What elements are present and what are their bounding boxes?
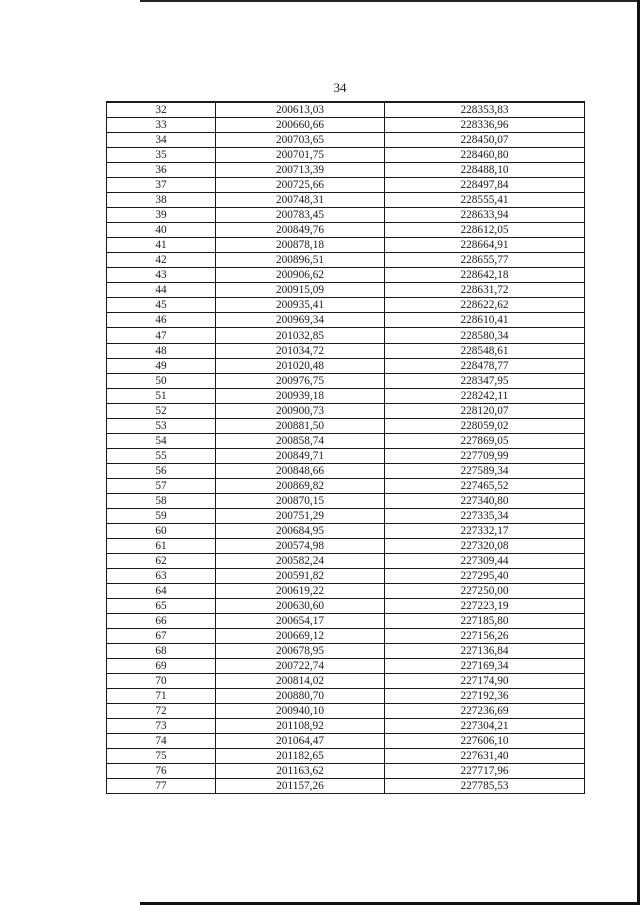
x-coordinate-cell: 200582,24 [216,553,385,568]
table-row [107,313,585,328]
x-coordinate-cell: 201034,72 [216,343,385,358]
point-number-cell: 39 [107,208,216,223]
table-row [107,674,585,689]
table-row [107,689,585,704]
x-coordinate-cell: 201064,47 [216,734,385,749]
point-number-cell: 57 [107,478,216,493]
x-coordinate-cell: 200684,95 [216,523,385,538]
table-row [107,118,585,133]
x-coordinate-cell: 201108,92 [216,719,385,734]
x-coordinate-cell: 200849,76 [216,223,385,238]
y-coordinate-cell: 228633,94 [385,208,585,223]
point-number-cell: 68 [107,644,216,659]
x-coordinate-cell: 200703,65 [216,133,385,148]
y-coordinate-cell: 227185,80 [385,614,585,629]
x-coordinate-cell: 200660,66 [216,118,385,133]
y-coordinate-cell: 227631,40 [385,749,585,764]
table-row [107,193,585,208]
point-number-cell: 53 [107,418,216,433]
point-number-cell: 52 [107,403,216,418]
table-row [107,358,585,373]
y-coordinate-cell: 227223,19 [385,599,585,614]
table-row [107,418,585,433]
x-coordinate-cell: 200940,10 [216,704,385,719]
y-coordinate-cell: 228488,10 [385,163,585,178]
table-row [107,463,585,478]
table-row [107,433,585,448]
x-coordinate-cell: 200722,74 [216,659,385,674]
table-row [107,102,585,118]
table-row [107,343,585,358]
table-row [107,538,585,553]
y-coordinate-cell: 227717,96 [385,764,585,779]
point-number-cell: 55 [107,448,216,463]
point-number-cell: 77 [107,779,216,794]
x-coordinate-cell: 200880,70 [216,689,385,704]
point-number-cell: 59 [107,508,216,523]
y-coordinate-cell: 228353,83 [385,102,585,118]
table-row [107,749,585,764]
y-coordinate-cell: 228460,80 [385,148,585,163]
x-coordinate-cell: 200881,50 [216,418,385,433]
y-coordinate-cell: 228631,72 [385,283,585,298]
y-coordinate-cell: 227340,80 [385,493,585,508]
x-coordinate-cell: 200678,95 [216,644,385,659]
y-coordinate-cell: 228580,34 [385,328,585,343]
y-coordinate-cell: 228120,07 [385,403,585,418]
y-coordinate-cell: 227156,26 [385,629,585,644]
point-number-cell: 58 [107,493,216,508]
point-number-cell: 34 [107,133,216,148]
y-coordinate-cell: 228548,61 [385,343,585,358]
x-coordinate-cell: 200858,74 [216,433,385,448]
table-row [107,719,585,734]
x-coordinate-cell: 200654,17 [216,614,385,629]
y-coordinate-cell: 227136,84 [385,644,585,659]
point-number-cell: 49 [107,358,216,373]
point-number-cell: 46 [107,313,216,328]
x-coordinate-cell: 200814,02 [216,674,385,689]
point-number-cell: 62 [107,553,216,568]
point-number-cell: 65 [107,599,216,614]
y-coordinate-cell: 228655,77 [385,253,585,268]
table-row [107,388,585,403]
table-row [107,523,585,538]
point-number-cell: 50 [107,373,216,388]
x-coordinate-cell: 200870,15 [216,493,385,508]
x-coordinate-cell: 200848,66 [216,463,385,478]
y-coordinate-cell: 228612,05 [385,223,585,238]
y-coordinate-cell: 227304,21 [385,719,585,734]
table-row [107,148,585,163]
table-row [107,599,585,614]
table-row [107,223,585,238]
point-number-cell: 36 [107,163,216,178]
table-row [107,644,585,659]
table-row [107,553,585,568]
point-number-cell: 72 [107,704,216,719]
x-coordinate-cell: 200976,75 [216,373,385,388]
point-number-cell: 47 [107,328,216,343]
y-coordinate-cell: 228664,91 [385,238,585,253]
table-row [107,779,585,794]
x-coordinate-cell: 201157,26 [216,779,385,794]
coordinates-table-body [107,102,585,794]
x-coordinate-cell: 201163,62 [216,764,385,779]
x-coordinate-cell: 200619,22 [216,584,385,599]
point-number-cell: 40 [107,223,216,238]
page-number: 34 [333,80,347,95]
table-row [107,734,585,749]
point-number-cell: 71 [107,689,216,704]
x-coordinate-cell: 200939,18 [216,388,385,403]
table-row [107,493,585,508]
point-number-cell: 48 [107,343,216,358]
x-coordinate-cell: 200969,34 [216,313,385,328]
table-row [107,283,585,298]
point-number-cell: 75 [107,749,216,764]
point-number-cell: 64 [107,584,216,599]
point-number-cell: 60 [107,523,216,538]
point-number-cell: 43 [107,268,216,283]
y-coordinate-cell: 228642,18 [385,268,585,283]
y-coordinate-cell: 227250,00 [385,584,585,599]
point-number-cell: 63 [107,568,216,583]
table-row [107,328,585,343]
x-coordinate-cell: 201032,85 [216,328,385,343]
table-row [107,178,585,193]
x-coordinate-cell: 201182,65 [216,749,385,764]
table-row [107,568,585,583]
y-coordinate-cell: 228622,62 [385,298,585,313]
point-number-cell: 37 [107,178,216,193]
x-coordinate-cell: 200591,82 [216,568,385,583]
x-coordinate-cell: 200669,12 [216,629,385,644]
x-coordinate-cell: 200751,29 [216,508,385,523]
x-coordinate-cell: 200906,62 [216,268,385,283]
point-number-cell: 33 [107,118,216,133]
x-coordinate-cell: 200935,41 [216,298,385,313]
y-coordinate-cell: 228555,41 [385,193,585,208]
y-coordinate-cell: 227335,34 [385,508,585,523]
point-number-cell: 35 [107,148,216,163]
y-coordinate-cell: 228336,96 [385,118,585,133]
point-number-cell: 41 [107,238,216,253]
y-coordinate-cell: 228059,02 [385,418,585,433]
table-row [107,268,585,283]
x-coordinate-cell: 200613,03 [216,102,385,118]
table-row [107,238,585,253]
table-row [107,448,585,463]
table-row [107,764,585,779]
point-number-cell: 70 [107,674,216,689]
x-coordinate-cell: 200713,39 [216,163,385,178]
point-number-cell: 74 [107,734,216,749]
point-number-cell: 45 [107,298,216,313]
point-number-cell: 54 [107,433,216,448]
point-number-cell: 38 [107,193,216,208]
table-row [107,584,585,599]
y-coordinate-cell: 227236,69 [385,704,585,719]
point-number-cell: 67 [107,629,216,644]
y-coordinate-cell: 228347,95 [385,373,585,388]
table-row [107,508,585,523]
point-number-cell: 76 [107,764,216,779]
point-number-cell: 66 [107,614,216,629]
table-row [107,163,585,178]
point-number-cell: 69 [107,659,216,674]
y-coordinate-cell: 227295,40 [385,568,585,583]
coordinates-table [106,101,585,794]
x-coordinate-cell: 200896,51 [216,253,385,268]
x-coordinate-cell: 200574,98 [216,538,385,553]
table-row [107,253,585,268]
x-coordinate-cell: 200748,31 [216,193,385,208]
y-coordinate-cell: 228478,77 [385,358,585,373]
y-coordinate-cell: 228242,11 [385,388,585,403]
x-coordinate-cell: 200849,71 [216,448,385,463]
y-coordinate-cell: 227309,44 [385,553,585,568]
x-coordinate-cell: 200869,82 [216,478,385,493]
point-number-cell: 51 [107,388,216,403]
y-coordinate-cell: 227709,99 [385,448,585,463]
y-coordinate-cell: 227589,34 [385,463,585,478]
y-coordinate-cell: 228497,84 [385,178,585,193]
point-number-cell: 42 [107,253,216,268]
point-number-cell: 44 [107,283,216,298]
x-coordinate-cell: 200900,73 [216,403,385,418]
table-row [107,133,585,148]
y-coordinate-cell: 227174,90 [385,674,585,689]
y-coordinate-cell: 227320,08 [385,538,585,553]
x-coordinate-cell: 200701,75 [216,148,385,163]
table-row [107,659,585,674]
point-number-cell: 32 [107,102,216,118]
y-coordinate-cell: 227332,17 [385,523,585,538]
table-row [107,298,585,313]
y-coordinate-cell: 227192,36 [385,689,585,704]
table-row [107,403,585,418]
x-coordinate-cell: 200783,45 [216,208,385,223]
y-coordinate-cell: 228450,07 [385,133,585,148]
table-row [107,704,585,719]
table-row [107,629,585,644]
x-coordinate-cell: 200878,18 [216,238,385,253]
x-coordinate-cell: 200725,66 [216,178,385,193]
y-coordinate-cell: 227869,05 [385,433,585,448]
table-row [107,373,585,388]
table-row [107,478,585,493]
point-number-cell: 61 [107,538,216,553]
x-coordinate-cell: 201020,48 [216,358,385,373]
point-number-cell: 73 [107,719,216,734]
y-coordinate-cell: 227785,53 [385,779,585,794]
point-number-cell: 56 [107,463,216,478]
x-coordinate-cell: 200630,60 [216,599,385,614]
y-coordinate-cell: 227169,34 [385,659,585,674]
y-coordinate-cell: 227465,52 [385,478,585,493]
y-coordinate-cell: 227606,10 [385,734,585,749]
scan-border-top [140,0,640,2]
y-coordinate-cell: 228610,41 [385,313,585,328]
x-coordinate-cell: 200915,09 [216,283,385,298]
table-row [107,614,585,629]
table-row [107,208,585,223]
